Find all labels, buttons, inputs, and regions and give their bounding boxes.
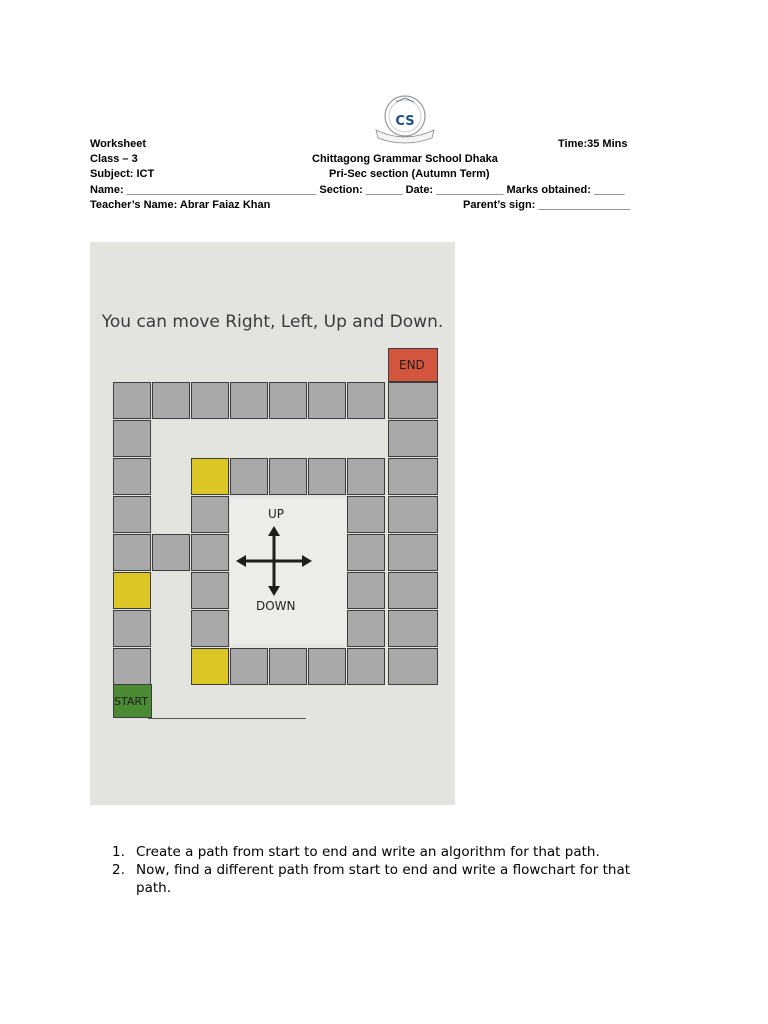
maze-board — [90, 242, 455, 805]
maze-cell — [388, 458, 438, 495]
question-item — [112, 861, 652, 897]
maze-cell — [347, 496, 385, 533]
maze-cell — [269, 648, 307, 685]
maze-cell — [113, 534, 151, 571]
question-text: Create a path from start to end and write an algorithm for that path. — [136, 844, 600, 860]
maze-cell — [308, 648, 346, 685]
maze-instruction: You can move Right, Left, Up and Down. — [101, 312, 444, 332]
maze-cell — [113, 496, 151, 533]
maze-cell-yellow — [191, 648, 229, 685]
maze-cell — [347, 648, 385, 685]
up-label: UP — [268, 507, 285, 521]
maze-cell — [347, 382, 385, 419]
maze-cell — [388, 496, 438, 533]
question-number: 1. — [112, 844, 125, 860]
maze-cell — [230, 382, 268, 419]
question-list — [112, 843, 652, 897]
logo-text: CS — [395, 114, 415, 129]
maze-cell — [113, 610, 151, 647]
maze-cell — [113, 458, 151, 495]
maze-cell — [152, 382, 190, 419]
maze-cell — [347, 534, 385, 571]
maze-cell — [152, 534, 190, 571]
parent-sign: Parent’s sign: _______________ — [463, 199, 631, 211]
maze-cell — [191, 534, 229, 571]
maze-cell — [269, 458, 307, 495]
maze-cell — [388, 572, 438, 609]
maze-cell-yellow — [191, 458, 229, 495]
maze-cell — [347, 458, 385, 495]
maze-cell — [191, 572, 229, 609]
maze-cell — [388, 420, 438, 457]
maze-cell — [308, 382, 346, 419]
time-label: Time:35 Mins — [558, 138, 628, 150]
maze-cell-yellow — [113, 572, 151, 609]
subject-label: Subject: ICT — [90, 168, 155, 180]
down-label: DOWN — [256, 599, 296, 613]
maze-cell — [388, 534, 438, 571]
question-number: 2. — [112, 862, 125, 878]
maze-cell — [388, 382, 438, 419]
maze-cell — [269, 382, 307, 419]
direction-arrows-icon — [236, 526, 312, 596]
worksheet-label: Worksheet — [90, 138, 147, 150]
school-logo — [370, 92, 440, 146]
question-item — [112, 843, 652, 861]
school-name: Chittagong Grammar School Dhaka — [312, 153, 498, 165]
maze-cell — [347, 572, 385, 609]
maze-cell — [113, 648, 151, 685]
maze-cell — [230, 648, 268, 685]
class-label: Class – 3 — [90, 153, 138, 165]
maze-cell — [388, 610, 438, 647]
maze-cell — [191, 610, 229, 647]
maze-cell — [191, 382, 229, 419]
maze-cell — [191, 496, 229, 533]
maze-cell — [113, 382, 151, 419]
section-term-label: Pri-Sec section (Autumn Term) — [329, 168, 490, 180]
maze-cell — [230, 458, 268, 495]
end-label: END — [399, 358, 425, 372]
start-baseline — [148, 718, 306, 719]
start-label: START — [114, 695, 148, 708]
teacher-name: Teacher’s Name: Abrar Faiaz Khan — [90, 199, 271, 211]
maze-cell — [308, 458, 346, 495]
maze-cell — [113, 420, 151, 457]
name-section-line: Name: _______________________________ Section: ______ Date: ___________ Marks obtained: _____ — [90, 184, 625, 196]
maze-cell — [388, 648, 438, 685]
maze-cell — [347, 610, 385, 647]
question-text: Now, find a different path from start to end and write a flowchart for that path. — [136, 862, 631, 896]
